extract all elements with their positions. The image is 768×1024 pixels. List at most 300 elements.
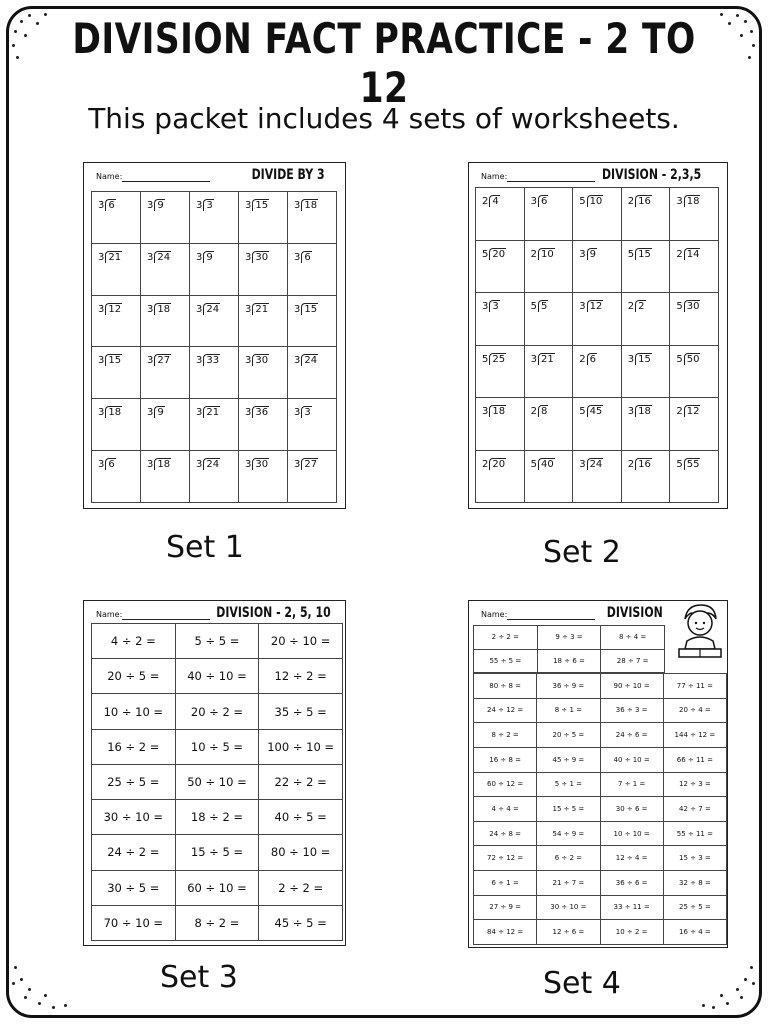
problem-cell: 30 ÷ 10 = [537,895,600,920]
problem-cell [670,345,719,398]
dividend: 15 [635,248,652,260]
problem-cell: 30 ÷ 5 = [92,870,176,905]
grid-row [92,835,343,870]
divisor: 2 [579,353,586,365]
problem-cell: 10 ÷ 2 = [600,920,663,945]
divisor: 5 [627,248,635,260]
problem-cell: 60 ÷ 12 = [474,772,537,797]
problem-grid [91,623,343,941]
grid-row [474,846,727,871]
problem-cell: 8 ÷ 1 = [537,698,600,723]
problem-cell [141,243,190,295]
divisor: 3 [245,407,252,419]
divisor: 3 [579,301,586,312]
worksheet-set-2 [468,162,728,509]
problem-cell [621,450,670,503]
problem-cell [288,451,337,503]
problem-cell [476,345,525,398]
problem-cell [190,399,239,451]
problem-cell [141,399,190,451]
dividend: 6 [105,199,115,211]
grid-row [92,694,343,729]
grid-row [92,192,337,244]
problem-cell [92,347,141,399]
divisor: 3 [98,303,105,315]
dividend: 18 [105,406,122,418]
problem-cell [621,398,670,451]
problem-cell [92,295,141,347]
problem-cell [670,188,719,241]
grid-row [92,399,337,451]
problem-cell: 40 ÷ 10 = [600,747,663,772]
problem-cell [288,347,337,399]
dividend: 10 [587,195,604,207]
problem-cell: 5 ÷ 5 = [175,624,259,659]
grid-row [476,188,719,241]
dividend: 24 [203,303,220,315]
worksheet-header [469,163,727,189]
divisor: 3 [196,459,203,471]
dividend: 21 [538,353,555,365]
problem-cell: 16 ÷ 2 = [92,729,176,764]
problem-cell [476,293,525,346]
divisor: 5 [579,196,586,207]
problem-cell: 24 ÷ 12 = [474,698,537,723]
problem-cell: 16 ÷ 8 = [474,747,537,772]
worksheet-header [84,163,345,189]
dividend: 18 [684,195,701,207]
divisor: 3 [245,200,252,211]
dividend: 30 [252,251,269,263]
divisor: 3 [196,407,203,419]
grid-row [476,450,719,503]
problem-cell: 90 ÷ 10 = [600,674,663,699]
divisor: 3 [196,200,203,211]
problem-cell: 70 ÷ 10 = [92,905,176,940]
worksheet-title: DIVIDE BY 3 [251,167,325,183]
problem-cell: 30 ÷ 6 = [600,797,663,822]
dividend: 33 [203,354,220,366]
problem-cell: 10 ÷ 5 = [175,729,259,764]
divisor: 3 [196,303,203,315]
divisor: 3 [98,251,105,263]
divisor: 5 [482,353,489,365]
dividend: 15 [252,199,269,211]
problem-cell [670,450,719,503]
dividend: 24 [587,458,604,470]
problem-cell [670,293,719,346]
divisor: 3 [245,303,252,315]
dividend: 30 [684,300,701,312]
problem-cell [573,345,622,398]
problem-cell: 40 ÷ 10 = [175,659,259,694]
problem-cell [141,451,190,503]
dividend: 30 [252,458,269,470]
problem-grid [91,191,337,503]
name-label: Name: [96,610,123,619]
divisor: 3 [147,459,154,471]
grid-row [92,800,343,835]
grid-row [92,905,343,940]
grid-row [92,764,343,799]
name-label: Name: [96,172,123,181]
problem-cell [239,295,288,347]
dividend: 20 [489,458,506,470]
problem-cell [524,293,573,346]
divisor: 3 [147,407,154,419]
grid-row [92,295,337,347]
problem-cell [288,243,337,295]
grid-row [474,871,727,896]
grid-row [476,293,719,346]
grid-row [474,747,727,772]
grid-row [92,870,343,905]
problem-cell: 27 ÷ 9 = [474,895,537,920]
divisor: 5 [676,353,683,365]
problem-grid-top [473,625,665,673]
dividend: 4 [489,195,499,207]
divisor: 2 [482,196,489,207]
dividend: 3 [489,300,499,312]
problem-cell: 4 ÷ 2 = [92,624,176,659]
divisor: 3 [294,355,301,367]
problem-cell [239,192,288,244]
grid-row [92,451,337,503]
divisor: 3 [98,407,105,419]
dividend: 6 [301,251,311,263]
name-label: Name: [481,172,508,181]
problem-cell: 8 ÷ 2 = [474,723,537,748]
divisor: 3 [530,196,537,207]
dividend: 16 [635,195,652,207]
dividend: 2 [635,300,645,312]
grid-row [476,345,719,398]
problem-cell: 10 ÷ 10 = [92,694,176,729]
problem-cell: 5 ÷ 1 = [537,772,600,797]
dividend: 27 [154,354,171,366]
problem-cell [190,347,239,399]
problem-cell [524,240,573,293]
dividend: 6 [105,458,115,470]
dividend: 12 [105,303,122,315]
dividend: 18 [154,458,171,470]
worksheet-title: DIVISION [606,605,663,621]
grid-row [474,797,727,822]
problem-cell [190,295,239,347]
divisor: 3 [294,303,301,315]
dividend: 9 [154,199,164,211]
dividend: 15 [301,303,318,315]
problem-cell: 16 ÷ 4 = [663,920,726,945]
dividend: 24 [301,354,318,366]
divisor: 3 [98,459,105,471]
problem-cell [92,399,141,451]
problem-cell: 60 ÷ 10 = [175,870,259,905]
problem-cell: 54 ÷ 9 = [537,821,600,846]
divisor: 3 [245,251,252,263]
problem-cell: 40 ÷ 5 = [259,800,343,835]
set-label-3: Set 3 [160,960,238,995]
set-label-2: Set 2 [543,535,621,570]
grid-row [92,624,343,659]
problem-cell: 24 ÷ 6 = [600,723,663,748]
problem-cell [190,451,239,503]
divisor: 5 [482,248,489,260]
problem-cell [288,192,337,244]
worksheet-set-1 [83,162,346,509]
dividend: 21 [203,406,220,418]
set-label-4: Set 4 [543,966,621,1001]
problem-cell: 80 ÷ 8 = [474,674,537,699]
problem-cell: 22 ÷ 2 = [259,764,343,799]
problem-cell: 45 ÷ 5 = [259,905,343,940]
divisor: 5 [530,458,537,470]
divisor: 2 [530,248,537,260]
problem-cell [92,243,141,295]
divisor: 3 [98,200,105,211]
problem-cell: 30 ÷ 10 = [92,800,176,835]
dividend: 18 [154,303,171,315]
grid-row [474,821,727,846]
problem-cell: 2 ÷ 2 = [474,626,538,650]
divisor: 3 [294,251,301,263]
page-subtitle: This packet includes 4 sets of worksheets. [88,102,680,135]
divisor: 3 [196,355,203,367]
corner-dots-icon [700,956,760,1016]
name-label: Name: [481,610,508,619]
problem-cell [288,399,337,451]
divisor: 3 [530,353,537,365]
dividend: 12 [587,300,604,312]
grid-row [92,347,337,399]
problem-cell [288,295,337,347]
divisor: 3 [482,406,489,417]
dividend: 18 [489,405,506,417]
problem-cell: 20 ÷ 5 = [537,723,600,748]
dividend: 12 [684,405,701,417]
problem-cell [92,451,141,503]
problem-cell: 20 ÷ 10 = [259,624,343,659]
divisor: 3 [245,355,252,367]
problem-cell: 25 ÷ 5 = [92,764,176,799]
problem-cell: 15 ÷ 5 = [175,835,259,870]
grid-row [92,729,343,764]
dividend: 6 [587,353,597,365]
problem-cell: 35 ÷ 5 = [259,694,343,729]
problem-cell: 6 ÷ 2 = [537,846,600,871]
problem-cell: 7 ÷ 1 = [600,772,663,797]
problem-cell: 24 ÷ 8 = [474,821,537,846]
problem-cell: 100 ÷ 10 = [259,729,343,764]
problem-cell: 55 ÷ 5 = [474,649,538,673]
problem-cell [239,243,288,295]
divisor: 3 [294,407,301,419]
worksheet-title: DIVISION - 2, 5, 10 [216,605,331,621]
problem-cell: 50 ÷ 10 = [175,764,259,799]
dividend: 18 [635,405,652,417]
problem-cell: 12 ÷ 4 = [600,846,663,871]
problem-cell [476,240,525,293]
dividend: 5 [538,300,548,312]
divisor: 2 [627,196,635,207]
problem-cell: 12 ÷ 2 = [259,659,343,694]
dividend: 20 [489,248,506,260]
divisor: 3 [627,353,635,365]
problem-cell [621,345,670,398]
divisor: 3 [294,459,301,471]
grid-row [474,674,727,699]
problem-cell [190,192,239,244]
divisor: 2 [676,406,683,417]
dividend: 6 [538,195,548,207]
dividend: 10 [538,248,555,260]
worksheet-title: DIVISION - 2,3,5 [601,167,701,183]
problem-cell: 21 ÷ 7 = [537,871,600,896]
divisor: 3 [147,200,154,211]
corner-dots-icon [700,8,760,68]
set-label-1: Set 1 [166,530,244,565]
dividend: 21 [105,251,122,263]
divisor: 3 [294,200,301,211]
divisor: 2 [482,458,489,470]
grid-row [476,398,719,451]
problem-cell: 42 ÷ 7 = [663,797,726,822]
problem-cell [239,399,288,451]
problem-cell: 144 ÷ 12 = [663,723,726,748]
problem-cell: 8 ÷ 4 = [601,626,665,650]
problem-cell [524,188,573,241]
divisor: 2 [676,248,683,260]
problem-cell: 15 ÷ 5 = [537,797,600,822]
problem-cell: 32 ÷ 8 = [663,871,726,896]
problem-cell [190,243,239,295]
divisor: 3 [627,406,635,417]
grid-row [474,772,727,797]
problem-cell: 18 ÷ 6 = [537,649,601,673]
problem-cell: 20 ÷ 5 = [92,659,176,694]
divisor: 2 [627,301,635,312]
problem-cell [476,188,525,241]
name-line [507,181,595,182]
problem-cell: 12 ÷ 3 = [663,772,726,797]
page-title: DIVISION FACT PRACTICE - 2 TO 12 [72,14,696,112]
dividend: 3 [203,199,213,211]
problem-cell: 55 ÷ 11 = [663,821,726,846]
grid-row [474,626,665,650]
dividend: 14 [684,248,701,260]
divisor: 5 [530,301,537,312]
problem-cell: 36 ÷ 6 = [600,871,663,896]
dividend: 45 [587,405,604,417]
problem-cell: 24 ÷ 2 = [92,835,176,870]
problem-cell [524,450,573,503]
problem-cell [573,398,622,451]
divisor: 5 [676,301,683,312]
problem-cell [621,293,670,346]
dividend: 9 [154,406,164,418]
problem-cell: 12 ÷ 6 = [537,920,600,945]
dividend: 8 [538,405,548,417]
problem-cell: 77 ÷ 11 = [663,674,726,699]
divisor: 3 [196,251,203,263]
problem-cell: 36 ÷ 9 = [537,674,600,699]
divisor: 5 [579,406,586,417]
problem-cell: 20 ÷ 2 = [175,694,259,729]
dividend: 3 [301,406,311,418]
problem-grid [475,187,719,503]
problem-cell [573,188,622,241]
dividend: 30 [252,354,269,366]
problem-cell: 28 ÷ 7 = [601,649,665,673]
dividend: 15 [105,354,122,366]
problem-cell: 8 ÷ 2 = [175,905,259,940]
problem-cell: 72 ÷ 12 = [474,846,537,871]
problem-cell [524,345,573,398]
problem-cell: 66 ÷ 11 = [663,747,726,772]
divisor: 5 [676,458,683,470]
problem-cell: 18 ÷ 2 = [175,800,259,835]
name-line [122,619,210,620]
problem-cell [239,451,288,503]
dividend: 18 [301,199,318,211]
boy-reading-icon [673,601,727,663]
problem-cell [573,293,622,346]
divisor: 3 [147,303,154,315]
dividend: 24 [203,458,220,470]
dividend: 16 [635,458,652,470]
divisor: 3 [482,301,489,312]
grid-row [474,649,665,673]
problem-cell [141,295,190,347]
problem-cell: 33 ÷ 11 = [600,895,663,920]
dividend: 21 [252,303,269,315]
worksheet-set-3 [83,600,346,946]
problem-cell: 10 ÷ 10 = [600,821,663,846]
name-line [507,619,595,620]
divisor: 3 [147,355,154,367]
grid-row [474,895,727,920]
problem-cell: 36 ÷ 3 = [600,698,663,723]
problem-cell [524,398,573,451]
problem-cell [670,398,719,451]
problem-cell [476,450,525,503]
problem-cell: 6 ÷ 1 = [474,871,537,896]
dividend: 9 [587,248,597,260]
problem-cell [476,398,525,451]
problem-cell [621,188,670,241]
divisor: 3 [147,251,154,263]
problem-cell: 9 ÷ 3 = [537,626,601,650]
corner-dots-icon [8,956,68,1016]
dividend: 27 [301,458,318,470]
problem-cell: 25 ÷ 5 = [663,895,726,920]
problem-cell: 20 ÷ 4 = [663,698,726,723]
problem-cell: 15 ÷ 3 = [663,846,726,871]
dividend: 40 [538,458,555,470]
dividend: 36 [252,406,269,418]
divisor: 3 [676,196,683,207]
problem-cell [621,240,670,293]
divisor: 3 [98,355,105,367]
grid-row [474,920,727,945]
dividend: 24 [154,251,171,263]
grid-row [92,243,337,295]
dividend: 55 [684,458,701,470]
problem-cell [670,240,719,293]
grid-row [474,723,727,748]
problem-cell [141,347,190,399]
dividend: 25 [489,353,506,365]
